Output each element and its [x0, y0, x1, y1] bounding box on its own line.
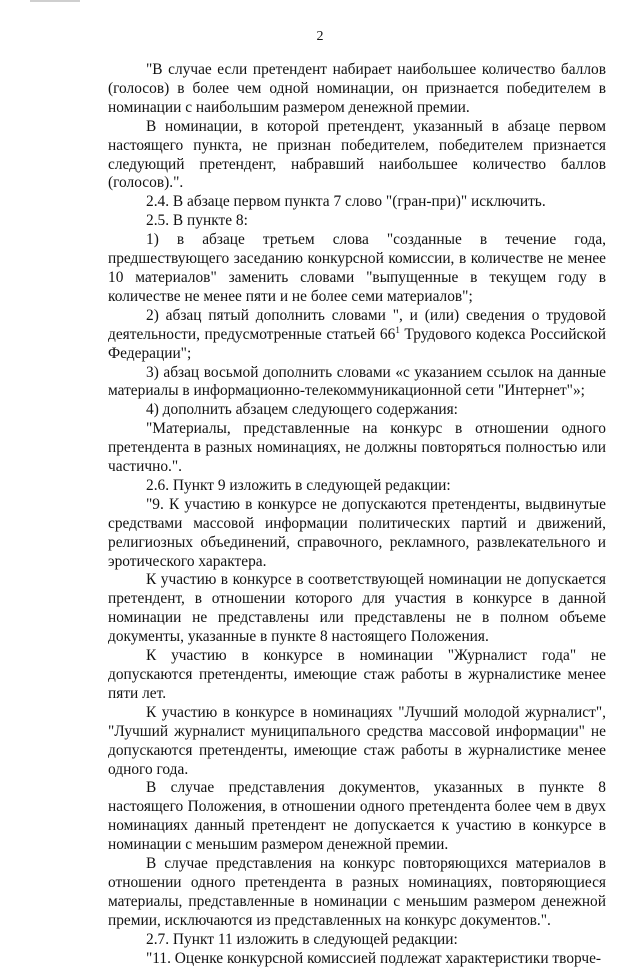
- paragraph: 2.6. Пункт 9 изложить в следующей редакции:: [146, 476, 451, 494]
- paragraph-text: Трудового кодекса Российской Федерации";: [108, 325, 606, 362]
- paragraph: К участию в конкурсе в номинации "Журналист года" не допускаются претенденты, имеющие стаж работы в журналистике менее пяти лет.: [108, 647, 606, 702]
- paragraph: "11. Оценке конкурсной комиссией подлежат характеристики творче-: [146, 949, 602, 967]
- paragraph: 3) абзац восьмой дополнить словами «с указанием ссылок на данные материалы в информационно-телекоммуникационной сети "Интернет"»;: [108, 363, 606, 400]
- paragraph: К участию в конкурсе в номинациях "Лучший молодой журналист", "Лучший журналист муниципального средства массовой информации" не допускаются претенденты, имеющие стаж работы в журналистике менее одного года.: [108, 703, 606, 778]
- page-number: 2: [316, 29, 324, 44]
- paragraph: В случае представления на конкурс повторяющихся материалов в отношении одного претендента в разных номинациях, повторяющиеся материалы, представленные в номинации с меньшим размером денежной премии, исключаются из представленных на конкурс документов.".: [108, 855, 606, 929]
- top-edge-rule: [30, 0, 80, 2]
- paragraph: В случае представления документов, указанных в пункте 8 настоящего Положения, в отношении одного претендента более чем в двух номинациях данный претендент не допускается к участию в конкурсе в номинации с меньшим размером денежной премии.: [108, 779, 606, 854]
- paragraph: В номинации, в которой претендент, указанный в абзаце первом настоящего пункта, не признан победителем, победителем признается следующий претендент, набравший наибольшее количество баллов (голосов).".: [108, 117, 606, 192]
- paragraph: К участию в конкурсе в соответствующей номинации не допускается претендент, в отношении которого для участия в конкурсе в данной номинации не представлены или представлены не в полном объеме документы, указанные в пункте 8 настоящего Положения.: [108, 571, 606, 646]
- paragraph-text: 2) абзац пятый дополнить словами ", и (или) сведения о трудовой деятельности, предусмотренные статьей 66: [108, 306, 606, 343]
- document-body: [108, 61, 606, 969]
- paragraph: 2.7. Пункт 11 изложить в следующей редакции:: [146, 930, 458, 948]
- paragraph: 2.5. В пункте 8:: [146, 212, 248, 230]
- paragraph: [108, 307, 606, 364]
- paragraph: "В случае если претендент набирает наибольшее количество баллов (голосов) в более чем одной номинации, он признается победителем в номинации с наибольшим размером денежной премии.: [108, 61, 606, 116]
- paragraph: 4) дополнить абзацем следующего содержания:: [146, 401, 458, 419]
- paragraph: 1) в абзаце третьем слова "созданные в течение года, предшествующего заседанию конкурсной комиссии, в количестве не менее 10 материалов" заменить словами "выпущенные в текущем году в количестве не менее пяти и не более семи материалов";: [108, 231, 606, 305]
- paragraph: 2.4. В абзаце первом пункта 7 слово "(гран-при)" исключить.: [146, 193, 546, 211]
- paragraph: "Материалы, представленные на конкурс в отношении одного претендента в разных номинациях, не должны повторяться полностью или частично.".: [108, 420, 606, 476]
- article-superscript: 1: [395, 324, 400, 335]
- paragraph: "9. К участию в конкурсе не допускаются претенденты, выдвинутые средствами массовой информации политических партий и движений, религиозных объединений, справочного, рекламного, развлекательного и эротического характера.: [108, 495, 606, 570]
